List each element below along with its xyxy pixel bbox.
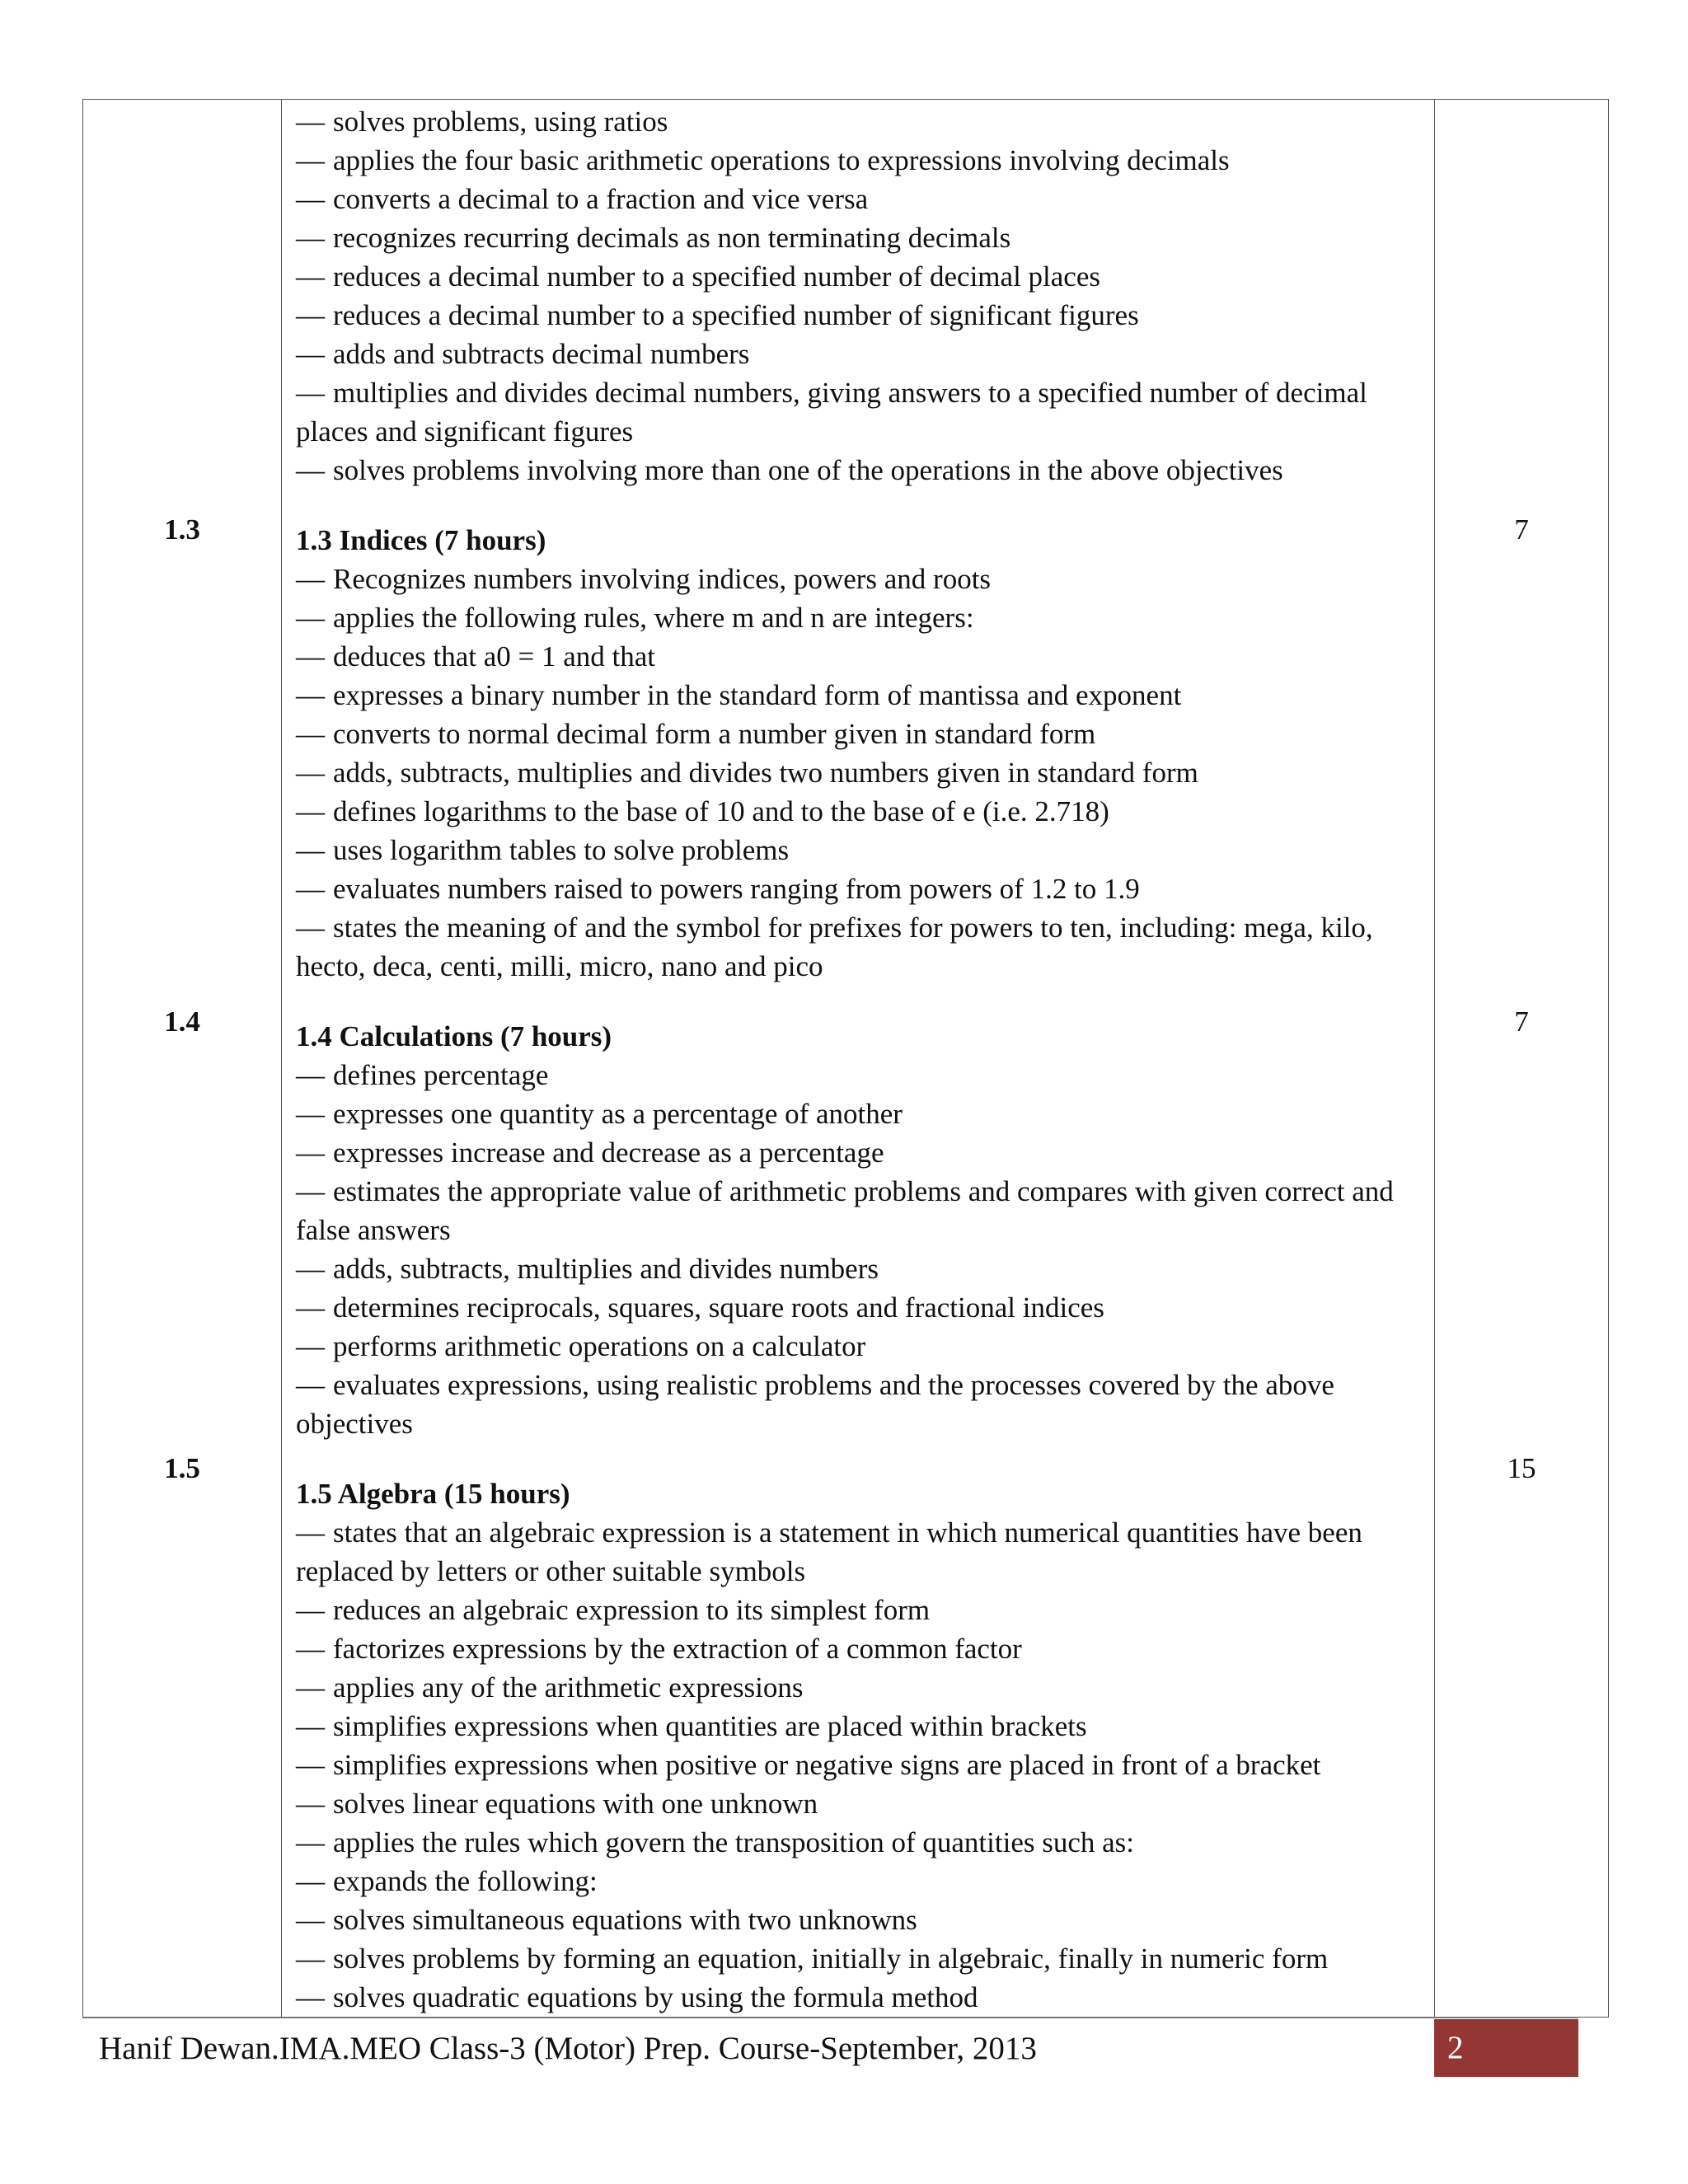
list-item xyxy=(296,141,1418,180)
list-item xyxy=(296,560,1418,598)
dash-bullet: — xyxy=(296,222,325,254)
objective-text: evaluates numbers raised to powers ranging from powers of 1.2 to 1.9 xyxy=(333,873,1140,905)
list-item xyxy=(296,1668,1418,1707)
list-item xyxy=(296,1939,1418,1978)
objective-text: reduces a decimal number to a specified number of significant figures xyxy=(333,299,1139,331)
dash-bullet: — xyxy=(296,602,325,634)
hours-column xyxy=(1435,100,1609,2018)
objective-text: reduces an algebraic expression to its simplest form xyxy=(333,1594,931,1626)
dash-bullet: — xyxy=(296,1904,325,1936)
dash-bullet: — xyxy=(296,299,325,331)
section-heading: 1.4 Calculations (7 hours) xyxy=(296,1020,612,1052)
list-item xyxy=(296,831,1418,869)
section-number: 1.3 xyxy=(164,513,200,546)
dash-bullet: — xyxy=(296,718,325,750)
dash-bullet: — xyxy=(296,912,325,944)
objective-text: states the meaning of and the symbol for prefixes for powers to ten, including: mega, kilo, hecto, deca, centi, milli, micro, nano and pico xyxy=(296,912,1373,982)
footer-divider xyxy=(82,2017,1578,2018)
dash-bullet: — xyxy=(296,377,325,409)
list-item xyxy=(296,1978,1418,2017)
objective-text: expresses one quantity as a percentage of another xyxy=(333,1098,903,1130)
objective-text: solves quadratic equations by using the formula method xyxy=(333,1981,978,2013)
list-item xyxy=(296,1591,1418,1629)
objective-text: deduces that a0 = 1 and that xyxy=(333,640,655,673)
dash-bullet: — xyxy=(296,834,325,866)
objective-text: simplifies expressions when quantities are placed within brackets xyxy=(333,1710,1087,1742)
objective-text: adds, subtracts, multiplies and divides numbers xyxy=(333,1253,879,1285)
section-number-column xyxy=(83,100,282,2018)
list-item xyxy=(296,1133,1418,1172)
dash-bullet: — xyxy=(296,1059,325,1091)
list-item xyxy=(296,1823,1418,1862)
list-item xyxy=(296,1327,1418,1366)
dash-bullet: — xyxy=(296,1137,325,1169)
list-item xyxy=(296,257,1418,296)
section-heading: 1.3 Indices (7 hours) xyxy=(296,524,546,556)
list-item xyxy=(296,335,1418,373)
section-hours: 7 xyxy=(1514,1005,1529,1038)
dash-bullet: — xyxy=(296,183,325,215)
list-item xyxy=(296,1056,1418,1094)
dash-bullet: — xyxy=(296,1826,325,1858)
objective-text: expands the following: xyxy=(333,1865,598,1897)
objective-text: recognizes recurring decimals as non terminating decimals xyxy=(333,222,1011,254)
objectives-content xyxy=(282,100,1434,2017)
objective-text: states that an algebraic expression is a statement in which numerical quantities have been replaced by letters or other suitable symbols xyxy=(296,1516,1362,1587)
dash-bullet: — xyxy=(296,1369,325,1401)
objective-text: expresses a binary number in the standard form of mantissa and exponent xyxy=(333,679,1182,711)
section-hours: 15 xyxy=(1507,1452,1536,1484)
list-item xyxy=(296,1862,1418,1900)
dash-bullet: — xyxy=(296,1516,325,1549)
objective-text: reduces a decimal number to a specified number of decimal places xyxy=(333,260,1100,293)
list-item xyxy=(296,451,1418,490)
objective-text: simplifies expressions when positive or negative signs are placed in front of a bracket xyxy=(333,1749,1321,1781)
list-item xyxy=(296,637,1418,676)
section-number: 1.4 xyxy=(164,1005,200,1038)
dash-bullet: — xyxy=(296,1788,325,1820)
list-item xyxy=(296,1288,1418,1327)
dash-bullet: — xyxy=(296,640,325,673)
dash-bullet: — xyxy=(296,1710,325,1742)
objective-text: defines logarithms to the base of 10 and to the base of e (i.e. 2.718) xyxy=(333,795,1109,827)
list-item xyxy=(296,373,1418,451)
list-item xyxy=(296,1513,1418,1591)
list-item xyxy=(296,1629,1418,1668)
list-item xyxy=(296,753,1418,792)
dash-bullet: — xyxy=(296,1633,325,1665)
dash-bullet: — xyxy=(296,1291,325,1324)
list-item xyxy=(296,598,1418,637)
objective-text: defines percentage xyxy=(333,1059,549,1091)
dash-bullet: — xyxy=(296,1253,325,1285)
section-heading: 1.5 Algebra (15 hours) xyxy=(296,1478,570,1510)
dash-bullet: — xyxy=(296,679,325,711)
objective-text: evaluates expressions, using realistic problems and the processes covered by the above objectives xyxy=(296,1369,1334,1440)
objective-text: factorizes expressions by the extraction of a common factor xyxy=(333,1633,1022,1665)
list-item xyxy=(296,218,1418,257)
dash-bullet: — xyxy=(296,1098,325,1130)
list-item xyxy=(296,908,1418,986)
objective-text: adds and subtracts decimal numbers xyxy=(333,338,750,370)
objective-text: adds, subtracts, multiplies and divides two numbers given in standard form xyxy=(333,757,1198,789)
section-spacer xyxy=(296,1443,1418,1474)
objective-text: performs arithmetic operations on a calculator xyxy=(333,1330,866,1362)
list-item xyxy=(296,792,1418,831)
objective-text: applies the four basic arithmetic operations to expressions involving decimals xyxy=(333,144,1230,176)
objective-text: applies the rules which govern the transposition of quantities such as: xyxy=(333,1826,1135,1858)
objective-text: converts a decimal to a fraction and vice versa xyxy=(333,183,869,215)
section-number: 1.5 xyxy=(164,1452,200,1484)
section-hours: 7 xyxy=(1514,513,1529,546)
objective-text: estimates the appropriate value of arithmetic problems and compares with given correct and false answers xyxy=(296,1175,1394,1246)
page-number: 2 xyxy=(1447,2030,1464,2065)
objective-text: solves problems involving more than one of the operations in the above objectives xyxy=(333,454,1283,486)
objective-text: applies the following rules, where m and n are integers: xyxy=(333,602,974,634)
dash-bullet: — xyxy=(296,1943,325,1975)
dash-bullet: — xyxy=(296,757,325,789)
objective-text: expresses increase and decrease as a percentage xyxy=(333,1137,884,1169)
list-item xyxy=(296,1746,1418,1784)
dash-bullet: — xyxy=(296,563,325,595)
dash-bullet: — xyxy=(296,1981,325,2013)
syllabus-table xyxy=(82,99,1609,2018)
dash-bullet: — xyxy=(296,338,325,370)
list-item xyxy=(296,296,1418,335)
list-item xyxy=(296,1094,1418,1133)
dash-bullet: — xyxy=(296,1671,325,1704)
list-item xyxy=(296,1172,1418,1249)
dash-bullet: — xyxy=(296,260,325,293)
dash-bullet: — xyxy=(296,105,325,138)
list-item xyxy=(296,715,1418,753)
dash-bullet: — xyxy=(296,873,325,905)
list-item xyxy=(296,1249,1418,1288)
dash-bullet: — xyxy=(296,1594,325,1626)
objective-text: determines reciprocals, squares, square roots and fractional indices xyxy=(333,1291,1104,1324)
objective-text: solves simultaneous equations with two unknowns xyxy=(333,1904,917,1936)
objective-text: solves linear equations with one unknown xyxy=(333,1788,818,1820)
objective-text: Recognizes numbers involving indices, powers and roots xyxy=(333,563,992,595)
list-item xyxy=(296,180,1418,218)
table-row xyxy=(83,100,1609,2018)
objective-text: multiplies and divides decimal numbers, giving answers to a specified number of decimal places and significant figures xyxy=(296,377,1367,448)
list-item xyxy=(296,1784,1418,1823)
list-item xyxy=(296,869,1418,908)
objective-text: applies any of the arithmetic expressions xyxy=(333,1671,804,1704)
dash-bullet: — xyxy=(296,1175,325,1207)
objective-text: uses logarithm tables to solve problems xyxy=(333,834,790,866)
list-item xyxy=(296,102,1418,141)
list-item xyxy=(296,1707,1418,1746)
list-item xyxy=(296,1900,1418,1939)
page-number-badge xyxy=(1434,2019,1578,2077)
objective-text: solves problems by forming an equation, initially in algebraic, finally in numeric form xyxy=(333,1943,1329,1975)
dash-bullet: — xyxy=(296,795,325,827)
objective-text: converts to normal decimal form a number given in standard form xyxy=(333,718,1096,750)
footer-text: Hanif Dewan.IMA.MEO Class-3 (Motor) Prep. Course-September, 2013 xyxy=(99,2031,1037,2066)
objectives-column xyxy=(282,100,1435,2018)
dash-bullet: — xyxy=(296,454,325,486)
dash-bullet: — xyxy=(296,1749,325,1781)
dash-bullet: — xyxy=(296,1330,325,1362)
objective-text: solves problems, using ratios xyxy=(333,105,668,138)
dash-bullet: — xyxy=(296,1865,325,1897)
dash-bullet: — xyxy=(296,144,325,176)
section-spacer xyxy=(296,986,1418,1017)
list-item xyxy=(296,1366,1418,1443)
section-spacer xyxy=(296,490,1418,521)
list-item xyxy=(296,676,1418,715)
